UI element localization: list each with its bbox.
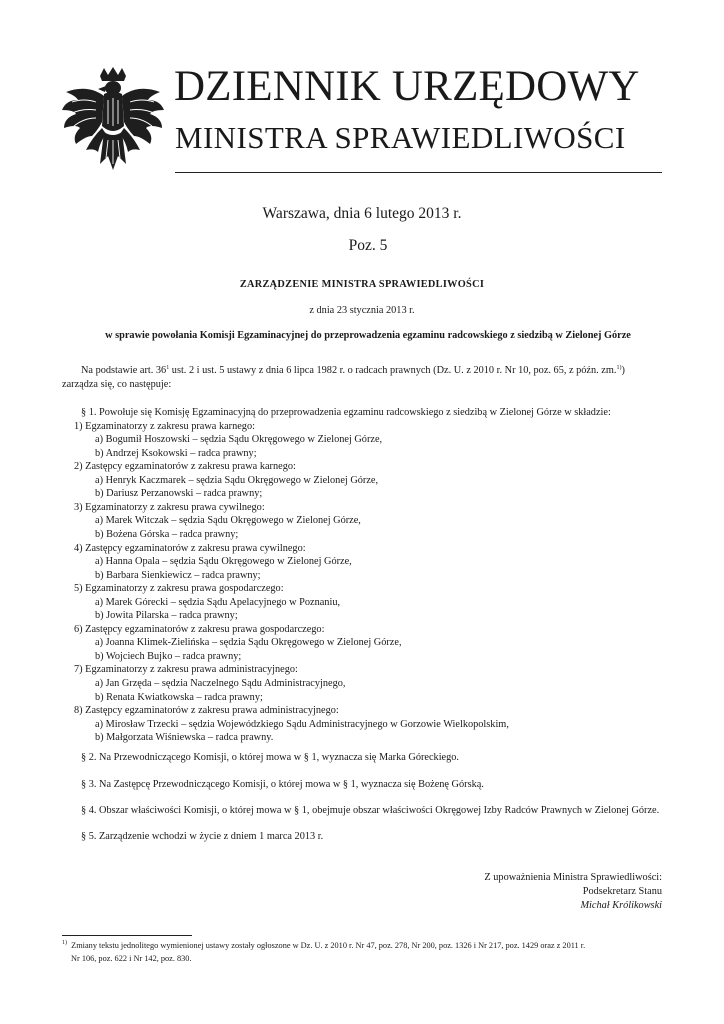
list-subitem: b) Andrzej Ksokowski – radca prawny;	[95, 447, 257, 459]
paragraph-2: § 2. Na Przewodniczącego Komisji, o której mowa w § 1, wyznacza się Marka Góreckiego.	[81, 752, 459, 763]
list-subitem: b) Dariusz Perzanowski – radca prawny;	[95, 488, 263, 500]
list-subitem: a) Jan Grzęda – sędzia Naczelnego Sądu Administracyjnego,	[95, 678, 346, 689]
signature-role: Podsekretarz Stanu	[582, 886, 662, 897]
footnote-line2: Nr 106, poz. 622 i Nr 142, poz. 830.	[71, 954, 192, 963]
journal-subtitle: MINISTRA SPRAWIEDLIWOŚCI	[175, 120, 626, 155]
signature-authority: Z upoważnienia Ministra Sprawiedliwości:	[484, 872, 662, 883]
footnote-marker: 1)	[62, 940, 67, 946]
paragraph-4: § 4. Obszar właściwości Komisji, o której mowa w § 1, obejmuje obszar właściwości Okręgowej Izby Radców Prawnych w Zielonej Górze.	[81, 805, 660, 816]
list-subitem: b) Jowita Pilarska – radca prawny;	[95, 610, 238, 622]
list-subitem: a) Joanna Klimek-Zielińska – sędzia Sądu Okręgowego w Zielonej Górze,	[95, 637, 402, 649]
list-item: 6) Zastępcy egzaminatorów z zakresu prawa gospodarczego:	[74, 623, 325, 635]
document-subject: w sprawie powołania Komisji Egzaminacyjnej do przeprowadzenia egzaminu radcowskiego z siedzibą w Zielonej Górze	[105, 330, 631, 341]
list-item: 3) Egzaminatorzy z zakresu prawa cywilnego:	[74, 501, 265, 513]
legal-basis-line1	[62, 364, 625, 378]
signature-name: Michał Królikowski	[580, 900, 662, 911]
list-item: 2) Zastępcy egzaminatorów z zakresu prawa karnego:	[74, 461, 296, 473]
section-heading: § 1. Powołuje się Komisję Egzaminacyjną do przeprowadzenia egzaminu radcowskiego z siedzibą w Zielonej Górze w składzie:	[81, 407, 611, 418]
position-number: Poz. 5	[348, 237, 388, 254]
list-subitem: a) Marek Górecki – sędzia Sądu Apelacyjnego w Poznaniu,	[95, 596, 341, 608]
footnote-line1	[62, 939, 585, 952]
list-subitem: b) Wojciech Bujko – radca prawny;	[95, 650, 242, 662]
list-subitem: b) Bożena Górska – radca prawny;	[95, 528, 239, 540]
list-subitem: b) Barbara Sienkiewicz – radca prawny;	[95, 569, 261, 581]
list-subitem: b) Małgorzata Wiśniewska – radca prawny.	[95, 732, 274, 744]
polish-eagle-emblem-icon	[58, 66, 168, 178]
list-item: 4) Zastępcy egzaminatorów z zakresu prawa cywilnego:	[74, 542, 306, 554]
legal-basis-line2: zarządza się, co następuje:	[62, 378, 172, 390]
list-subitem: a) Mirosław Trzecki – sędzia Wojewódzkiego Sądu Administracyjnego w Gorzowie Wielkopolskim,	[95, 718, 509, 730]
footnote	[62, 939, 585, 965]
legal-basis-text: Na podstawie art. 36	[81, 365, 167, 376]
legal-basis-text-cont: ust. 2 i ust. 5 ustawy z dnia 6 lipca 1982 r. o radcach prawnych (Dz. U. z 2010 r. Nr 10, poz. 65, z późn. zm.	[169, 365, 617, 376]
list-item: 7) Egzaminatorzy z zakresu prawa administracyjnego:	[74, 664, 298, 676]
paragraph-5: § 5. Zarządzenie wchodzi w życie z dniem 1 marca 2013 r.	[81, 831, 324, 842]
footnote-reference: 1)	[616, 365, 622, 371]
document-date: z dnia 23 stycznia 2013 r.	[309, 305, 415, 316]
place-date: Warszawa, dnia 6 lutego 2013 r.	[262, 205, 462, 222]
list-item: 1) Egzaminatorzy z zakresu prawa karnego:	[74, 420, 255, 432]
list-subitem: b) Renata Kwiatkowska – radca prawny;	[95, 691, 263, 703]
list-subitem: a) Bogumił Hoszowski – sędzia Sądu Okręgowego w Zielonej Górze,	[95, 434, 383, 446]
article-superscript: 1	[166, 365, 170, 371]
list-item: 8) Zastępcy egzaminatorów z zakresu prawa administracyjnego:	[74, 705, 339, 717]
header-divider	[175, 172, 662, 173]
document-type: ZARZĄDZENIE MINISTRA SPRAWIEDLIWOŚCI	[239, 279, 485, 290]
legal-basis-close: )	[621, 365, 625, 376]
list-subitem: a) Marek Witczak – sędzia Sądu Okręgowego w Zielonej Górze,	[95, 515, 361, 527]
list-item: 5) Egzaminatorzy z zakresu prawa gospodarczego:	[74, 583, 284, 595]
list-subitem: a) Hanna Opala – sędzia Sądu Okręgowego w Zielonej Górze,	[95, 556, 352, 568]
paragraph-3: § 3. Na Zastępcę Przewodniczącego Komisji, o której mowa w § 1, wyznacza się Bożenę Górską.	[81, 779, 484, 790]
footnote-divider	[62, 935, 192, 936]
list-subitem: a) Henryk Kaczmarek – sędzia Sądu Okręgowego w Zielonej Górze,	[95, 474, 379, 486]
legal-basis	[62, 364, 625, 391]
journal-title: DZIENNIK URZĘDOWY	[174, 63, 640, 110]
footnote-text: Zmiany tekstu jednolitego wymienionej ustawy zostały ogłoszone w Dz. U. z 2010 r. Nr 47, poz. 278, Nr 200, poz. 1326 i Nr 217, poz. 1429 oraz z 2011 r.	[71, 941, 586, 950]
